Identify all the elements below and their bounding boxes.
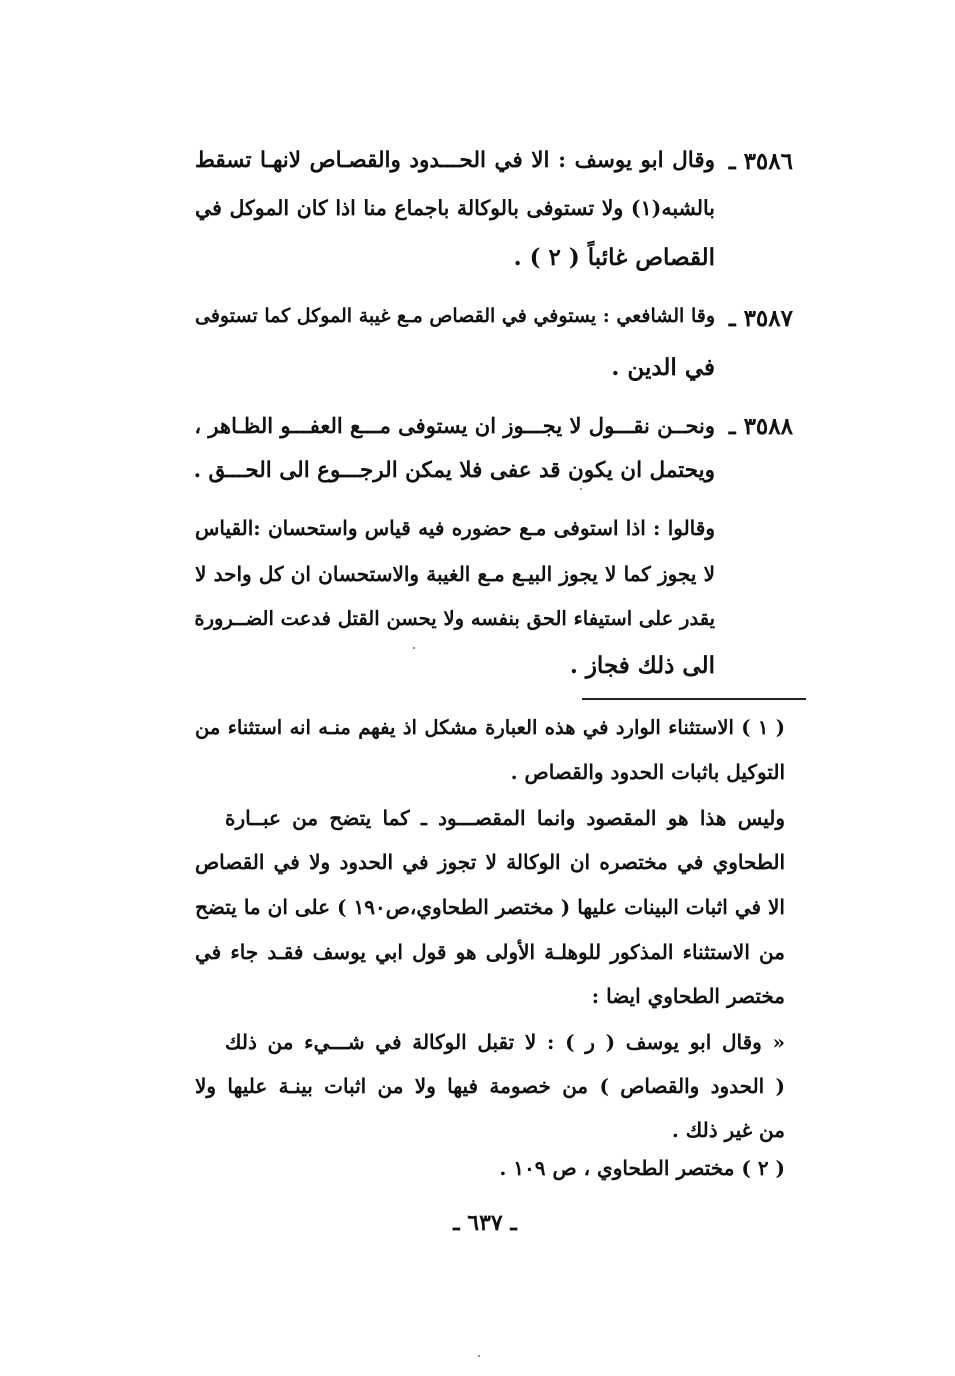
footnote-1-cont-line-4: من الاستثناء المذكور للوهلـة الأولى هو قول ابي يوسف فقـد جاء في (195, 940, 785, 964)
qalu-line-3: يقدر على استيفاء الحق بنفسه ولا يحسن القتل فدعت الضــرورة (194, 607, 715, 630)
paragraph-number-3586: ٣٥٨٦ ـ (728, 148, 793, 175)
paragraph-3588-line-1: ونحــن نقـــول لا يجـــوز ان يستوفى مـــع العفـــو الظـاهر ، (194, 413, 715, 438)
paragraph-number-3587: ٣٥٨٧ ـ (728, 305, 793, 332)
footnote-1-quote-line-2: ( الحدود والقصاص ) من خصومة فيها ولا من اثبات بينـة عليها ولا (195, 1074, 785, 1098)
qalu-line-2: لا يجوز كما لا يجوز البيـع مـع الغيبة والاستحسان ان كل واحد لا (195, 562, 715, 586)
qalu-line-1: وقالوا : اذا استوفى مـع حضوره فيه قياس واستحسان :القياس (195, 516, 715, 540)
footnote-1-line-2: التوكيل باثبات الحدود والقصاص . (510, 760, 785, 784)
footnote-1-cont-line-3: الا في اثبات البينات عليها ( مختصر الطحاوي،ص١٩٠ ) على ان ما يتضح (195, 895, 785, 919)
footnote-1-cont-line-5: مختصر الطحاوي ايضا : (591, 984, 785, 1008)
paragraph-3588-line-2: ويحتمل ان يكون قد عفى فلا يمكن الرجـــوع الى الحـــق . (193, 458, 715, 483)
footnote-1-cont-line-1: وليس هذا هو المقصود وانما المقصـــود ـ كما يتضح من عبــارة (225, 806, 785, 830)
footnote-1-cont-line-2: الطحاوي في مختصره ان الوكالة لا تجوز في الحدود ولا في القصاص (195, 850, 785, 874)
page-number: ـ ٦٣٧ ـ (453, 1210, 517, 1236)
footnote-2: ( ٢ ) مختصر الطحاوي ، ص ١٠٩ . (499, 1156, 785, 1180)
paragraph-3586-line-1: وقال ابو يوسف : الا في الحـــدود والقصـاص لانهـا تسقط (195, 148, 715, 173)
footnote-separator (582, 698, 806, 700)
qalu-line-4: الى ذلك فجاز . (569, 652, 715, 679)
paragraph-3586-line-2: بالشبه(١) ولا تستوفى بالوكالة باجماع منا اذا كان الموكل في (195, 196, 715, 220)
footnote-1-quote-line-3: من غير ذلك . (671, 1118, 785, 1142)
scan-speck (413, 647, 415, 649)
footnote-1-line-1: ( ١ ) الاستثناء الوارد في هذه العبارة مشكل اذ يفهم منـه انه استثناء من (195, 716, 786, 739)
paragraph-number-3588: ٣٥٨٨ ـ (728, 413, 793, 440)
footnote-1-quote-line-1: « وقال ابو يوسف ( ر ) : لا تقبل الوكالة في شـــيء من ذلك (225, 1030, 785, 1054)
paragraph-3587-line-2: في الدين . (611, 354, 715, 381)
paragraph-3586-line-3: القصاص غائباً ( ٢ ) . (513, 244, 715, 271)
scan-speck (580, 488, 582, 490)
scan-speck (478, 1355, 480, 1357)
paragraph-3587-line-1: وقا الشافعي : يستوفي في القصاص مـع غيبة الموكل كما تستوفى (195, 305, 715, 327)
